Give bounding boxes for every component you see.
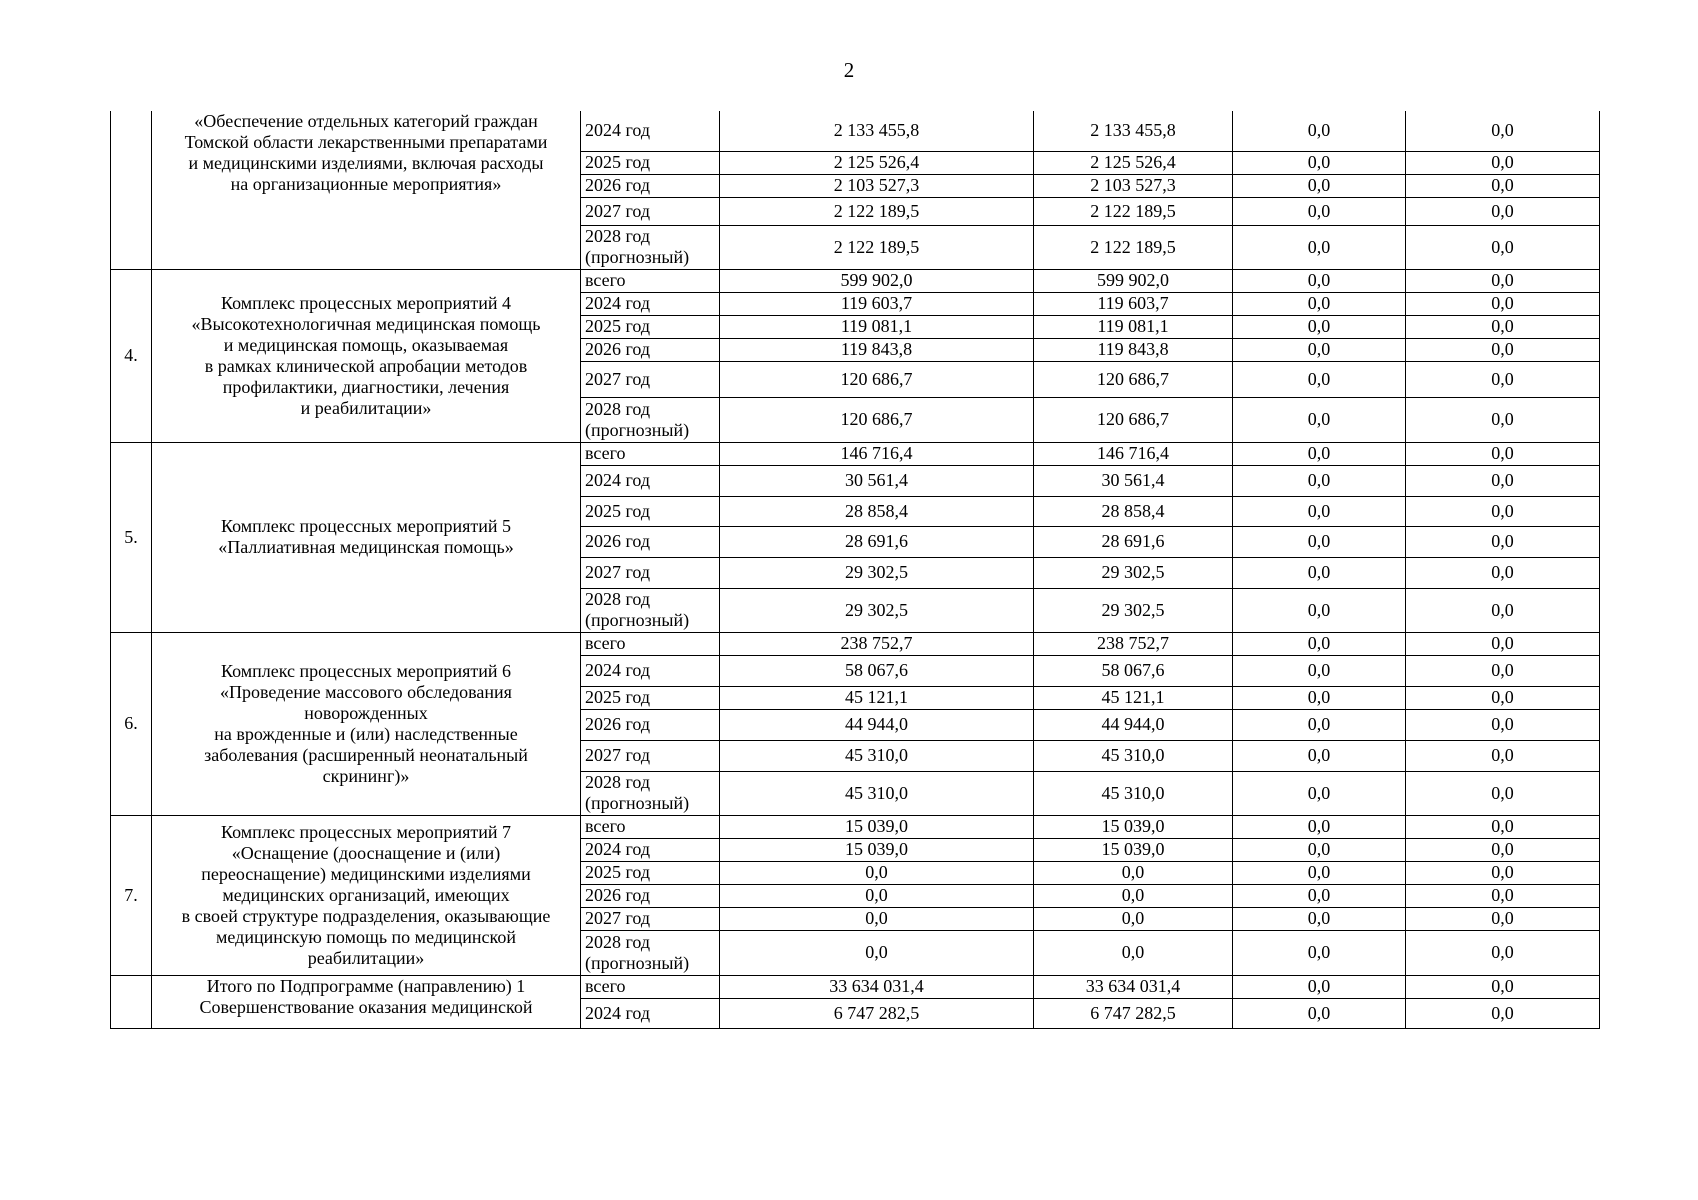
period-cell: 2024 год	[581, 111, 720, 151]
total-value-cell: 2 122 189,5	[720, 225, 1034, 269]
table-row	[111, 442, 1600, 465]
total-value-cell: 30 561,4	[720, 465, 1034, 496]
period-cell: 2024 год	[581, 465, 720, 496]
period-cell: 2025 год	[581, 496, 720, 526]
total-value-cell: 28 691,6	[720, 526, 1034, 557]
period-cell: 2028 год (прогнозный)	[581, 930, 720, 975]
period-cell: 2028 год (прогнозный)	[581, 225, 720, 269]
total-value-cell: 33 634 031,4	[720, 975, 1034, 998]
total-value-cell: 120 686,7	[720, 361, 1034, 397]
other-sources-cell: 0,0	[1406, 907, 1600, 930]
financing-table	[110, 111, 1600, 1029]
period-cell: 2027 год	[581, 197, 720, 225]
item-number	[111, 111, 152, 269]
other-sources-cell: 0,0	[1406, 838, 1600, 861]
other-sources-cell: 0,0	[1406, 151, 1600, 174]
federal-budget-cell: 0,0	[1233, 338, 1406, 361]
period-cell: 2027 год	[581, 740, 720, 771]
federal-budget-cell: 0,0	[1233, 292, 1406, 315]
item-title: Итого по Подпрограмме (направлению) 1 Совершенствование оказания медицинской	[152, 975, 581, 1028]
total-value-cell: 0,0	[720, 907, 1034, 930]
regional-budget-cell: 0,0	[1034, 861, 1233, 884]
other-sources-cell: 0,0	[1406, 225, 1600, 269]
total-value-cell: 28 858,4	[720, 496, 1034, 526]
other-sources-cell: 0,0	[1406, 686, 1600, 709]
total-value-cell: 45 310,0	[720, 771, 1034, 815]
federal-budget-cell: 0,0	[1233, 709, 1406, 740]
total-value-cell: 29 302,5	[720, 588, 1034, 632]
other-sources-cell: 0,0	[1406, 884, 1600, 907]
page-number: 2	[843, 58, 855, 82]
regional-budget-cell: 119 081,1	[1034, 315, 1233, 338]
period-cell: 2026 год	[581, 338, 720, 361]
period-cell: 2026 год	[581, 174, 720, 197]
federal-budget-cell: 0,0	[1233, 975, 1406, 998]
federal-budget-cell: 0,0	[1233, 588, 1406, 632]
total-value-cell: 29 302,5	[720, 557, 1034, 588]
other-sources-cell: 0,0	[1406, 632, 1600, 655]
other-sources-cell: 0,0	[1406, 315, 1600, 338]
total-value-cell: 15 039,0	[720, 815, 1034, 838]
other-sources-cell: 0,0	[1406, 496, 1600, 526]
total-value-cell: 146 716,4	[720, 442, 1034, 465]
regional-budget-cell: 28 858,4	[1034, 496, 1233, 526]
regional-budget-cell: 2 133 455,8	[1034, 111, 1233, 151]
regional-budget-cell: 15 039,0	[1034, 838, 1233, 861]
table-row	[111, 111, 1600, 151]
total-value-cell: 15 039,0	[720, 838, 1034, 861]
other-sources-cell: 0,0	[1406, 442, 1600, 465]
other-sources-cell: 0,0	[1406, 557, 1600, 588]
federal-budget-cell: 0,0	[1233, 884, 1406, 907]
other-sources-cell: 0,0	[1406, 465, 1600, 496]
regional-budget-cell: 58 067,6	[1034, 655, 1233, 686]
other-sources-cell: 0,0	[1406, 930, 1600, 975]
other-sources-cell: 0,0	[1406, 397, 1600, 442]
period-cell: 2025 год	[581, 151, 720, 174]
period-cell: всего	[581, 632, 720, 655]
federal-budget-cell: 0,0	[1233, 174, 1406, 197]
period-cell: 2027 год	[581, 907, 720, 930]
regional-budget-cell: 44 944,0	[1034, 709, 1233, 740]
total-value-cell: 2 125 526,4	[720, 151, 1034, 174]
federal-budget-cell: 0,0	[1233, 815, 1406, 838]
other-sources-cell: 0,0	[1406, 588, 1600, 632]
regional-budget-cell: 28 691,6	[1034, 526, 1233, 557]
federal-budget-cell: 0,0	[1233, 930, 1406, 975]
other-sources-cell: 0,0	[1406, 771, 1600, 815]
total-value-cell: 45 121,1	[720, 686, 1034, 709]
table-row	[111, 975, 1600, 998]
period-cell: 2027 год	[581, 361, 720, 397]
item-number: 7.	[111, 815, 152, 975]
total-value-cell: 44 944,0	[720, 709, 1034, 740]
federal-budget-cell: 0,0	[1233, 397, 1406, 442]
federal-budget-cell: 0,0	[1233, 526, 1406, 557]
item-title: «Обеспечение отдельных категорий граждан Томской области лекарственными препаратами и медицинскими изделиями, включая расходы на организационные мероприятия»	[152, 111, 581, 269]
regional-budget-cell: 120 686,7	[1034, 397, 1233, 442]
period-cell: 2025 год	[581, 861, 720, 884]
other-sources-cell: 0,0	[1406, 338, 1600, 361]
period-cell: всего	[581, 269, 720, 292]
regional-budget-cell: 45 310,0	[1034, 771, 1233, 815]
other-sources-cell: 0,0	[1406, 526, 1600, 557]
total-value-cell: 0,0	[720, 930, 1034, 975]
total-value-cell: 58 067,6	[720, 655, 1034, 686]
regional-budget-cell: 119 603,7	[1034, 292, 1233, 315]
regional-budget-cell: 6 747 282,5	[1034, 998, 1233, 1028]
federal-budget-cell: 0,0	[1233, 111, 1406, 151]
other-sources-cell: 0,0	[1406, 292, 1600, 315]
total-value-cell: 0,0	[720, 861, 1034, 884]
other-sources-cell: 0,0	[1406, 269, 1600, 292]
item-title: Комплекс процессных мероприятий 7 «Оснащение (дооснащение и (или) переоснащение) медицинскими изделиями медицинских организаций, имеющих в своей структуре подразделения, оказывающие медицинскую помощь по медицинской реабилитации»	[152, 815, 581, 975]
regional-budget-cell: 15 039,0	[1034, 815, 1233, 838]
federal-budget-cell: 0,0	[1233, 771, 1406, 815]
period-cell: 2025 год	[581, 315, 720, 338]
federal-budget-cell: 0,0	[1233, 151, 1406, 174]
regional-budget-cell: 2 125 526,4	[1034, 151, 1233, 174]
federal-budget-cell: 0,0	[1233, 496, 1406, 526]
regional-budget-cell: 29 302,5	[1034, 557, 1233, 588]
federal-budget-cell: 0,0	[1233, 686, 1406, 709]
period-cell: всего	[581, 442, 720, 465]
federal-budget-cell: 0,0	[1233, 225, 1406, 269]
federal-budget-cell: 0,0	[1233, 740, 1406, 771]
item-title: Комплекс процессных мероприятий 6 «Проведение массового обследования новорожденных на врожденные и (или) наследственные заболевания (расширенный неонатальный скрининг)»	[152, 632, 581, 815]
period-cell: 2026 год	[581, 526, 720, 557]
other-sources-cell: 0,0	[1406, 975, 1600, 998]
federal-budget-cell: 0,0	[1233, 861, 1406, 884]
other-sources-cell: 0,0	[1406, 174, 1600, 197]
period-cell: 2024 год	[581, 292, 720, 315]
period-cell: 2026 год	[581, 709, 720, 740]
period-cell: 2028 год (прогнозный)	[581, 397, 720, 442]
period-cell: всего	[581, 975, 720, 998]
other-sources-cell: 0,0	[1406, 655, 1600, 686]
federal-budget-cell: 0,0	[1233, 838, 1406, 861]
federal-budget-cell: 0,0	[1233, 557, 1406, 588]
period-cell: 2026 год	[581, 884, 720, 907]
period-cell: всего	[581, 815, 720, 838]
total-value-cell: 6 747 282,5	[720, 998, 1034, 1028]
period-cell: 2024 год	[581, 838, 720, 861]
federal-budget-cell: 0,0	[1233, 197, 1406, 225]
regional-budget-cell: 0,0	[1034, 907, 1233, 930]
regional-budget-cell: 0,0	[1034, 884, 1233, 907]
item-title: Комплекс процессных мероприятий 5 «Паллиативная медицинская помощь»	[152, 442, 581, 632]
other-sources-cell: 0,0	[1406, 740, 1600, 771]
other-sources-cell: 0,0	[1406, 998, 1600, 1028]
table-row	[111, 269, 1600, 292]
regional-budget-cell: 146 716,4	[1034, 442, 1233, 465]
total-value-cell: 238 752,7	[720, 632, 1034, 655]
regional-budget-cell: 2 122 189,5	[1034, 225, 1233, 269]
federal-budget-cell: 0,0	[1233, 465, 1406, 496]
total-value-cell: 119 081,1	[720, 315, 1034, 338]
regional-budget-cell: 2 122 189,5	[1034, 197, 1233, 225]
total-value-cell: 599 902,0	[720, 269, 1034, 292]
regional-budget-cell: 45 310,0	[1034, 740, 1233, 771]
federal-budget-cell: 0,0	[1233, 442, 1406, 465]
other-sources-cell: 0,0	[1406, 111, 1600, 151]
total-value-cell: 119 843,8	[720, 338, 1034, 361]
table-row	[111, 632, 1600, 655]
period-cell: 2025 год	[581, 686, 720, 709]
total-value-cell: 2 133 455,8	[720, 111, 1034, 151]
federal-budget-cell: 0,0	[1233, 632, 1406, 655]
federal-budget-cell: 0,0	[1233, 655, 1406, 686]
period-cell: 2028 год (прогнозный)	[581, 771, 720, 815]
period-cell: 2028 год (прогнозный)	[581, 588, 720, 632]
other-sources-cell: 0,0	[1406, 197, 1600, 225]
regional-budget-cell: 119 843,8	[1034, 338, 1233, 361]
item-number: 6.	[111, 632, 152, 815]
federal-budget-cell: 0,0	[1233, 269, 1406, 292]
regional-budget-cell: 33 634 031,4	[1034, 975, 1233, 998]
item-number: 5.	[111, 442, 152, 632]
regional-budget-cell: 120 686,7	[1034, 361, 1233, 397]
item-title: Комплекс процессных мероприятий 4 «Высокотехнологичная медицинская помощь и медицинская помощь, оказываемая в рамках клинической апробации методов профилактики, диагностики, лечения и реабилитации»	[152, 269, 581, 442]
period-cell: 2024 год	[581, 655, 720, 686]
other-sources-cell: 0,0	[1406, 361, 1600, 397]
regional-budget-cell: 2 103 527,3	[1034, 174, 1233, 197]
other-sources-cell: 0,0	[1406, 815, 1600, 838]
regional-budget-cell: 599 902,0	[1034, 269, 1233, 292]
regional-budget-cell: 29 302,5	[1034, 588, 1233, 632]
federal-budget-cell: 0,0	[1233, 907, 1406, 930]
regional-budget-cell: 0,0	[1034, 930, 1233, 975]
other-sources-cell: 0,0	[1406, 861, 1600, 884]
total-value-cell: 0,0	[720, 884, 1034, 907]
item-number: 4.	[111, 269, 152, 442]
total-value-cell: 45 310,0	[720, 740, 1034, 771]
regional-budget-cell: 238 752,7	[1034, 632, 1233, 655]
federal-budget-cell: 0,0	[1233, 315, 1406, 338]
federal-budget-cell: 0,0	[1233, 998, 1406, 1028]
other-sources-cell: 0,0	[1406, 709, 1600, 740]
total-value-cell: 119 603,7	[720, 292, 1034, 315]
total-value-cell: 120 686,7	[720, 397, 1034, 442]
regional-budget-cell: 30 561,4	[1034, 465, 1233, 496]
total-value-cell: 2 103 527,3	[720, 174, 1034, 197]
period-cell: 2024 год	[581, 998, 720, 1028]
table-row	[111, 815, 1600, 838]
total-value-cell: 2 122 189,5	[720, 197, 1034, 225]
federal-budget-cell: 0,0	[1233, 361, 1406, 397]
regional-budget-cell: 45 121,1	[1034, 686, 1233, 709]
period-cell: 2027 год	[581, 557, 720, 588]
item-number	[111, 975, 152, 1028]
